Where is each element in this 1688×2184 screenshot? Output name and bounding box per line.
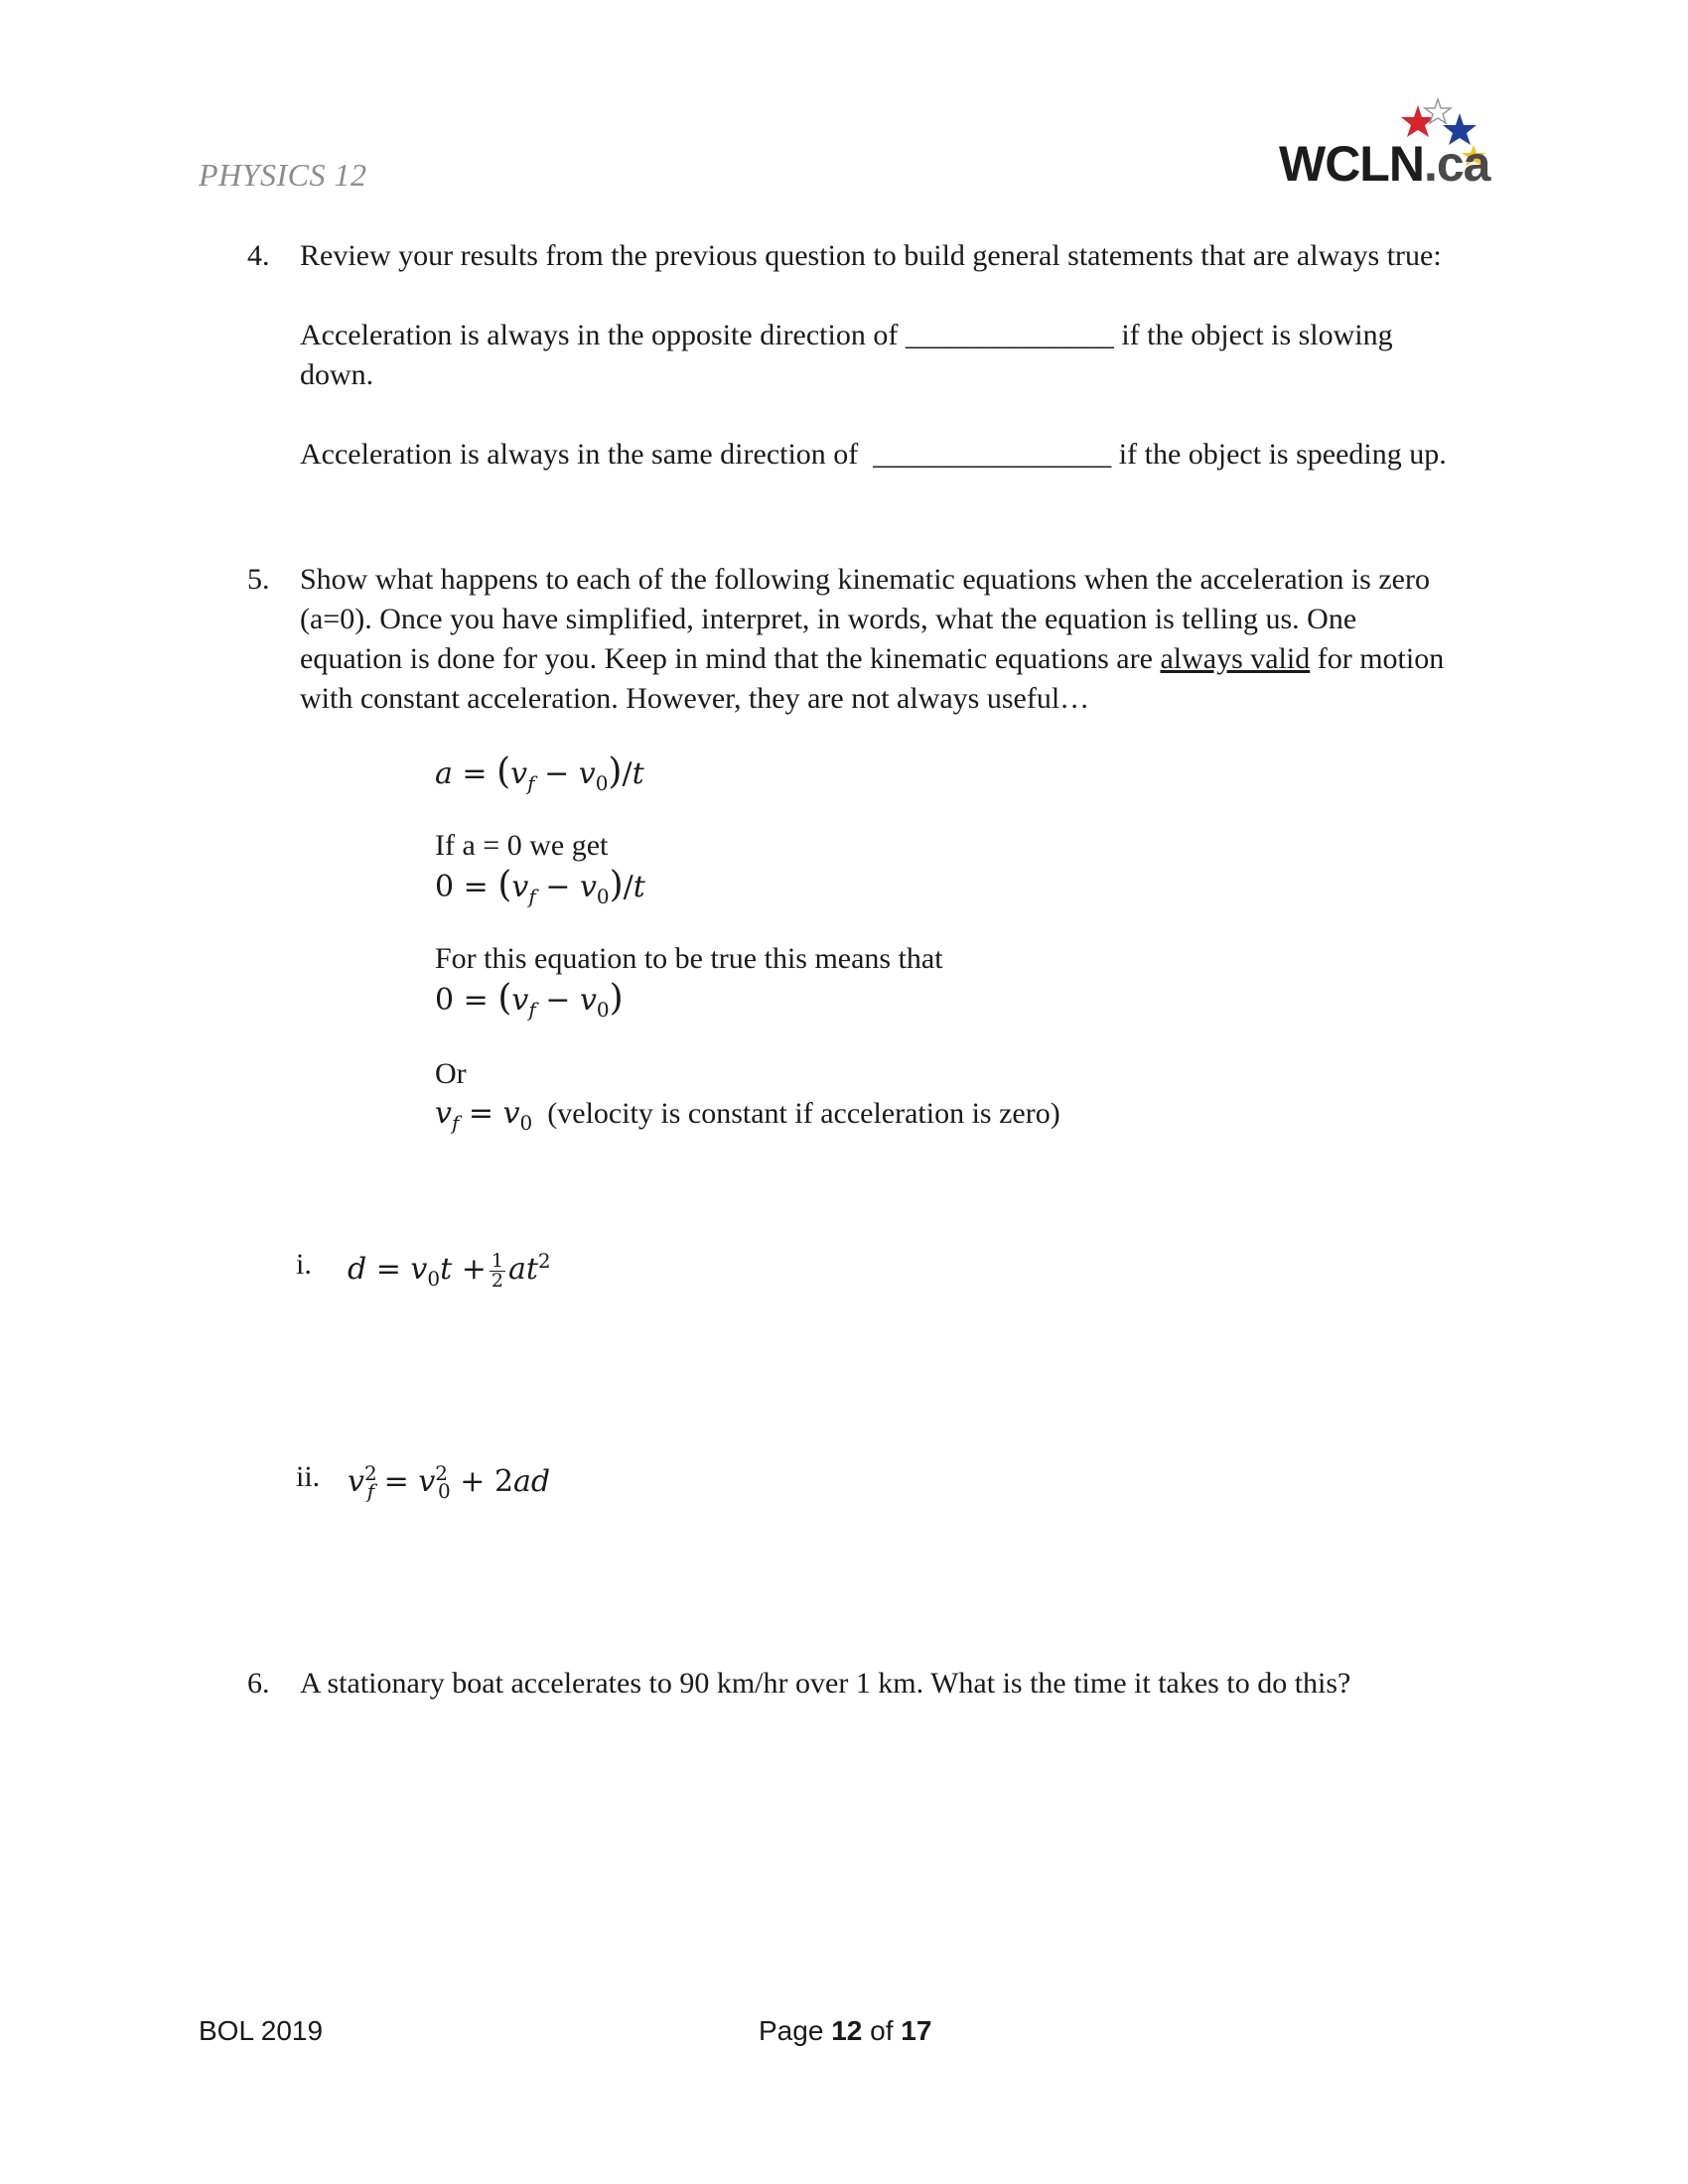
q4-s2-blank: ________________	[873, 438, 1112, 471]
equation-substituted: $0 = (v_f - v_0)/t$	[435, 865, 645, 908]
example-interpretation: (velocity is constant if acceleration is zero)	[547, 1097, 1060, 1130]
q4-s1-continuation: down.	[300, 358, 374, 391]
q4-prompt: Review your results from the previous question to build general statements that are always true:	[300, 239, 1442, 272]
q5-number: 5.	[247, 563, 270, 596]
q5-line-4: with constant acceleration. However, they are not always useful…	[300, 682, 1090, 715]
equation-velocity-squared: $v^2_f = v^2_0 + 2ad$	[348, 1461, 551, 1503]
page-prefix: Page	[759, 2015, 824, 2046]
logo-wordmark	[1279, 136, 1490, 192]
footer-left: BOL 2019	[199, 2015, 324, 2046]
q4-s1-text-2: if the object is slowing	[1121, 319, 1393, 351]
q4-s2-text-2: if the object is speeding up.	[1118, 438, 1447, 471]
page-number	[759, 2013, 931, 2049]
page-of: of	[870, 2015, 894, 2046]
example-or: Or	[435, 1057, 467, 1090]
q4-number: 4.	[247, 239, 270, 272]
q4-statement-1	[300, 316, 1393, 355]
q4-s1-blank: ______________	[905, 319, 1114, 351]
page-total: 17	[901, 2015, 932, 2046]
q5-line-3-b: for motion	[1317, 642, 1445, 675]
example-for-this: For this equation to be true this means that	[435, 942, 943, 975]
example-conclusion	[435, 1094, 1060, 1143]
q5-line-1: Show what happens to each of the following kinematic equations when the acceleration is zero	[300, 563, 1430, 596]
logo-main: WCLN	[1279, 136, 1424, 192]
q4-s2-text: Acceleration is always in the same direction of	[300, 438, 859, 471]
example-if-a-zero: If a = 0 we get	[435, 829, 609, 862]
part-i-label: i.	[296, 1248, 312, 1281]
q5-emphasis-always-valid: always valid	[1160, 642, 1311, 675]
equation-simplified: $0 = (v_f - v_0)$	[435, 978, 624, 1022]
q5-line-2: (a=0). Once you have simplified, interpret, in words, what the equation is telling us. One	[300, 603, 1357, 635]
logo-suffix: .ca	[1423, 136, 1490, 192]
q4-statement-2	[300, 435, 1447, 475]
q6-number: 6.	[247, 1667, 270, 1700]
page-current: 12	[831, 2015, 863, 2046]
q6-prompt: A stationary boat accelerates to 90 km/hr over 1 km. What is the time it takes to do this?	[300, 1667, 1351, 1700]
q4-s1-text: Acceleration is always in the opposite direction of	[300, 319, 899, 351]
course-title: PHYSICS 12	[199, 157, 367, 193]
equation-displacement: $d = v_0t$ + $\frac{1}{2}$ $at^2$	[348, 1249, 551, 1292]
part-ii-label: ii.	[296, 1460, 321, 1493]
q5-line-3-a: equation is done for you. Keep in mind that the kinematic equations are	[300, 642, 1153, 675]
equation-vf-equals-v0: $v_f = v_0$	[435, 1096, 533, 1135]
wcln-logo	[1279, 95, 1507, 195]
equation-acceleration-definition: $a = (v_f - v_0)/t$	[435, 751, 644, 795]
q5-line-3	[300, 639, 1444, 679]
